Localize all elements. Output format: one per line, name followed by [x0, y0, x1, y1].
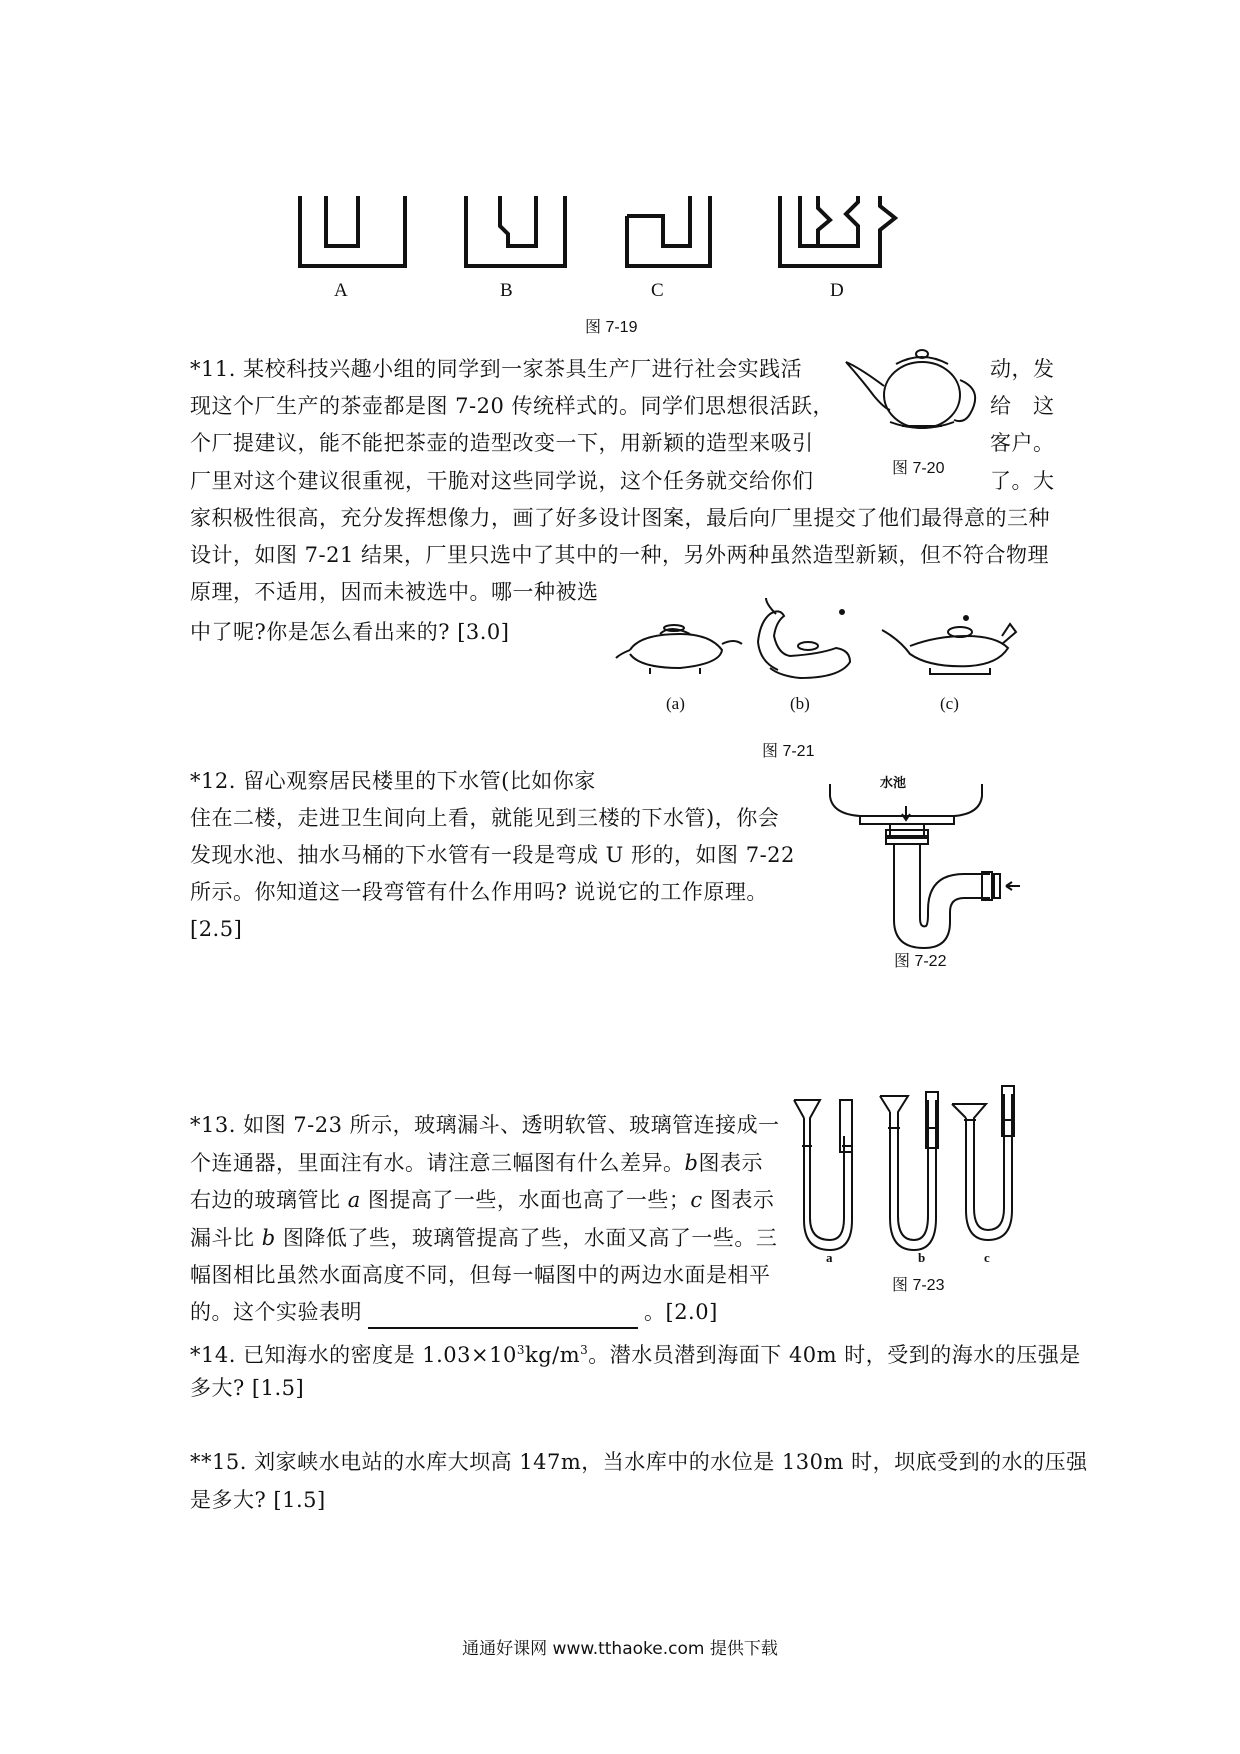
q12-line-2: 住在二楼，走进卫生间向上看，就能见到三楼的下水管)，你会: [190, 806, 780, 830]
q14-line-1: *14. 已知海水的密度是 $1.03\times 10^3kg/m^3$。潜水员潜到海面下 40m 时，受到的海水的压强是: [190, 1343, 1081, 1367]
q11-right-2: 给 这: [990, 394, 1055, 418]
q11-right-3: 客户。: [990, 431, 1055, 455]
q15-line-1: **15. 刘家峡水电站的水库大坝高 147m，当水库中的水位是 130m 时，坝底受到的水的压强: [190, 1450, 1088, 1474]
fig-7-19-caption: 图 7-19: [585, 319, 638, 336]
q11-line-4: 厂里对这个建议很重视，干脆对这些同学说，这个任务就交给你们: [190, 469, 814, 493]
fig-7-19-label-d: D: [830, 280, 844, 301]
fig-7-23-label-b: b: [918, 1250, 926, 1265]
fig-7-20-caption: 图 7-20: [892, 460, 945, 477]
fig-7-19-label-b: B: [500, 280, 513, 301]
fig-7-22-sink-label: 水池: [880, 775, 907, 790]
teapot-figure-7-20: [840, 338, 990, 458]
q15-line-2: 是多大? [1.5]: [190, 1488, 326, 1512]
q13-line-3: 右边的玻璃管比 a 图提高了一些，水面也高了一些；c 图表示: [190, 1188, 775, 1212]
q14-line-2: 多大? [1.5]: [190, 1376, 305, 1400]
fig-7-21-caption: 图 7-21: [762, 743, 815, 760]
q11-right-4: 了。大: [990, 469, 1055, 493]
q12-line-1: *12. 留心观察居民楼里的下水管(比如你家: [190, 769, 596, 793]
q11-line-2: 现这个厂生产的茶壶都是图 7-20 传统样式的。同学们思想很活跃，: [190, 394, 835, 418]
connected-vessels-figure-7-23: [790, 1090, 1020, 1260]
fig-7-19-label-a: A: [334, 280, 348, 301]
q11-line-1: *11. 某校科技兴趣小组的同学到一家茶具生产厂进行社会实践活: [190, 357, 803, 381]
q13-line-1: *13. 如图 7-23 所示，玻璃漏斗、透明软管、玻璃管连接成一: [190, 1113, 780, 1137]
q13-line-5: 幅图相比虽然水面高度不同，但每一幅图中的两边水面是相平: [190, 1263, 771, 1287]
figure-7-19-diagram: [0, 0, 1240, 300]
q13-line-6: 的。这个实验表明 。[2.0]: [190, 1295, 718, 1329]
u-drain-pipe-figure-7-22: [820, 770, 1020, 950]
fig-7-21-label-c: (c): [940, 694, 959, 713]
answer-blank[interactable]: [368, 1305, 638, 1329]
q12-line-5: [2.5]: [190, 917, 243, 941]
q11-right-1: 动，发: [990, 357, 1055, 381]
footer-credit: 通通好课网 www.tthaoke.com 提供下载: [462, 1639, 778, 1659]
q11-line-6: 设计，如图 7-21 结果，厂里只选中了其中的一种，另外两种虽然造型新颖，但不符合物理: [190, 543, 1050, 567]
fig-7-21-label-a: (a): [666, 694, 685, 713]
fig-7-23-label-a: a: [826, 1250, 833, 1265]
fig-7-19-label-c: C: [651, 280, 664, 301]
q11-line-5: 家积极性很高，充分发挥想像力，画了好多设计图案，最后向厂里提交了他们最得意的三种: [190, 506, 1050, 530]
fig-7-21-label-b: (b): [790, 694, 810, 713]
teapot-designs-figure-7-21: [610, 592, 1030, 702]
q13-line-2: 个连通器，里面注有水。请注意三幅图有什么差异。b图表示: [190, 1151, 763, 1175]
q12-line-3: 发现水池、抽水马桶的下水管有一段是弯成 U 形的，如图 7-22: [190, 843, 795, 867]
q11-line-3: 个厂提建议，能不能把茶壶的造型改变一下，用新颖的造型来吸引: [190, 431, 814, 455]
fig-7-23-label-c: c: [984, 1250, 990, 1265]
fig-7-22-caption: 图 7-22: [894, 953, 947, 970]
fig-7-23-caption: 图 7-23: [892, 1277, 945, 1294]
q13-line-4: 漏斗比 b 图降低了些，玻璃管提高了些，水面又高了一些。三: [190, 1226, 778, 1250]
q11-line-7: 原理，不适用，因而未被选中。哪一种被选: [190, 580, 599, 604]
q12-line-4: 所示。你知道这一段弯管有什么作用吗? 说说它的工作原理。: [190, 880, 768, 904]
q11-line-8: 中了呢?你是怎么看出来的? [3.0]: [190, 620, 510, 644]
